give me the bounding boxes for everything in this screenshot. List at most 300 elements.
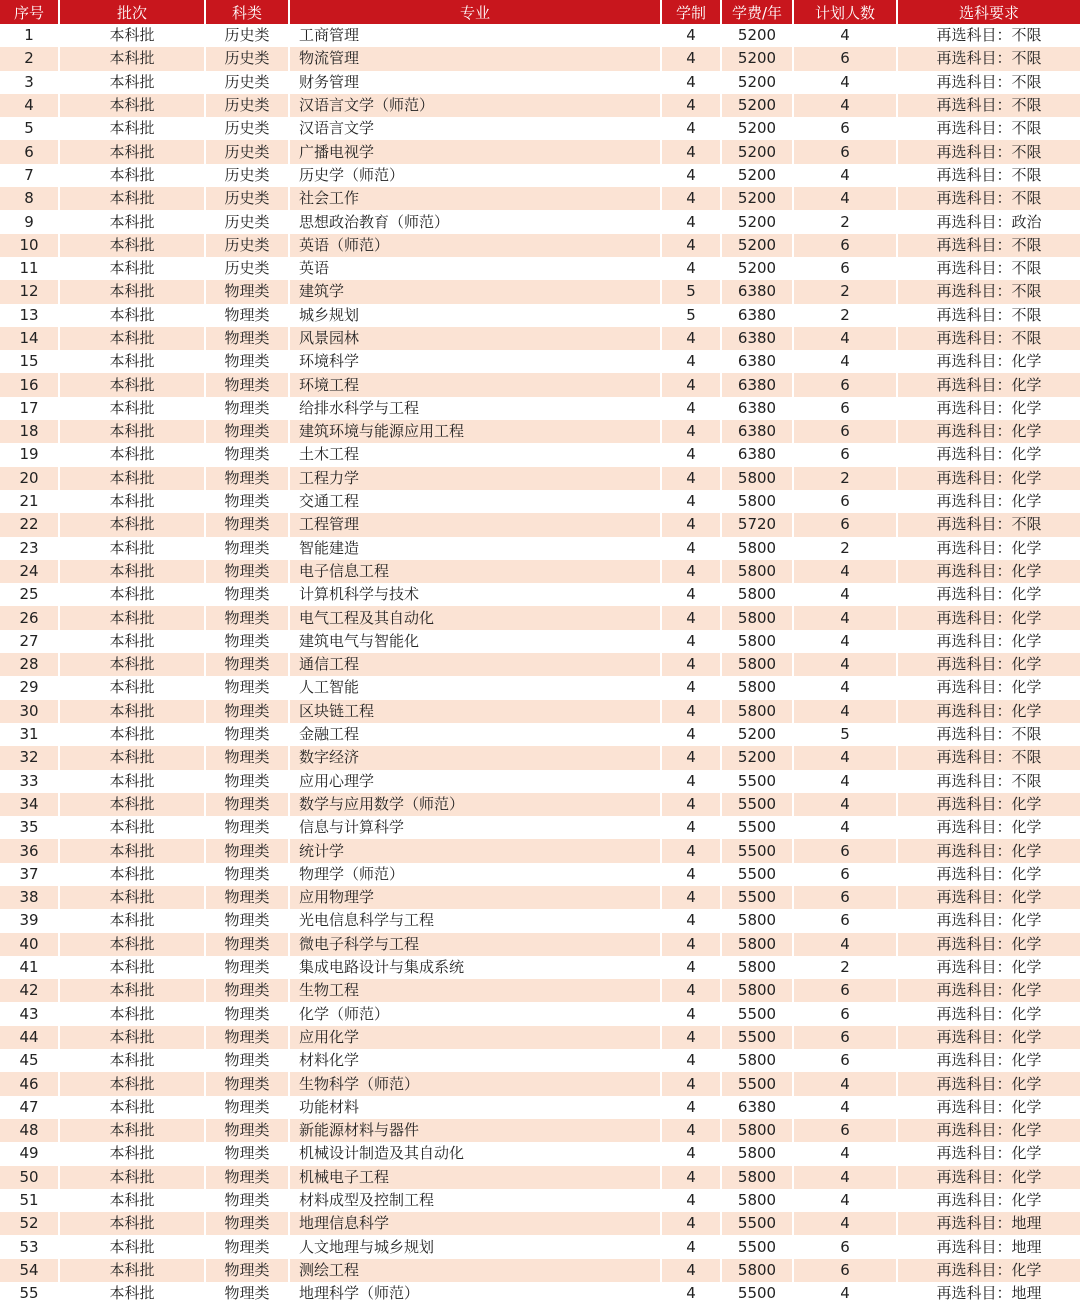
cell-subject-requirement: 再选科目：化学: [898, 1096, 1080, 1119]
table-row: [0, 933, 1080, 956]
cell-category: 物理类: [206, 420, 290, 443]
cell-batch: 本科批: [60, 1235, 206, 1258]
cell-tuition: 6380: [722, 443, 794, 466]
cell-batch: 本科批: [60, 1119, 206, 1142]
table-row: [0, 723, 1080, 746]
cell-major: 材料化学: [290, 1049, 662, 1072]
cell-batch: 本科批: [60, 1096, 206, 1119]
cell-tuition: 5500: [722, 793, 794, 816]
cell-batch: 本科批: [60, 94, 206, 117]
cell-major: 工程管理: [290, 513, 662, 536]
cell-duration: 4: [662, 71, 722, 94]
cell-subject-requirement: 再选科目：化学: [898, 839, 1080, 862]
table-row: [0, 304, 1080, 327]
cell-quota: 4: [794, 700, 898, 723]
cell-duration: 4: [662, 467, 722, 490]
cell-category: 历史类: [206, 117, 290, 140]
header-index: 序号: [0, 0, 60, 24]
cell-major: 汉语言文学: [290, 117, 662, 140]
cell-tuition: 6380: [722, 327, 794, 350]
cell-major: 城乡规划: [290, 304, 662, 327]
cell-quota: 5: [794, 723, 898, 746]
cell-index: 10: [0, 234, 60, 257]
table-row: [0, 676, 1080, 699]
cell-quota: 4: [794, 1142, 898, 1165]
cell-batch: 本科批: [60, 537, 206, 560]
cell-batch: 本科批: [60, 1026, 206, 1049]
cell-duration: 5: [662, 304, 722, 327]
cell-duration: 4: [662, 47, 722, 70]
cell-duration: 4: [662, 560, 722, 583]
cell-category: 历史类: [206, 164, 290, 187]
cell-duration: 4: [662, 676, 722, 699]
table-row: [0, 94, 1080, 117]
cell-quota: 6: [794, 979, 898, 1002]
cell-quota: 4: [794, 770, 898, 793]
cell-quota: 2: [794, 467, 898, 490]
cell-duration: 4: [662, 1096, 722, 1119]
cell-duration: 4: [662, 700, 722, 723]
cell-batch: 本科批: [60, 956, 206, 979]
cell-batch: 本科批: [60, 770, 206, 793]
cell-subject-requirement: 再选科目：化学: [898, 467, 1080, 490]
table-body: [0, 24, 1080, 1305]
cell-batch: 本科批: [60, 443, 206, 466]
table-row: [0, 1096, 1080, 1119]
table-row: [0, 583, 1080, 606]
table-row: [0, 1002, 1080, 1025]
table-row: [0, 956, 1080, 979]
cell-tuition: 5200: [722, 24, 794, 47]
cell-quota: 4: [794, 1189, 898, 1212]
cell-batch: 本科批: [60, 583, 206, 606]
cell-batch: 本科批: [60, 420, 206, 443]
table-row: [0, 839, 1080, 862]
cell-batch: 本科批: [60, 630, 206, 653]
cell-subject-requirement: 再选科目：化学: [898, 1049, 1080, 1072]
cell-category: 历史类: [206, 47, 290, 70]
cell-subject-requirement: 再选科目：不限: [898, 164, 1080, 187]
cell-tuition: 5200: [722, 723, 794, 746]
header-duration: 学制: [662, 0, 722, 24]
cell-index: 2: [0, 47, 60, 70]
cell-tuition: 5200: [722, 210, 794, 233]
cell-batch: 本科批: [60, 47, 206, 70]
cell-batch: 本科批: [60, 210, 206, 233]
cell-batch: 本科批: [60, 513, 206, 536]
cell-index: 29: [0, 676, 60, 699]
cell-subject-requirement: 再选科目：不限: [898, 234, 1080, 257]
cell-batch: 本科批: [60, 700, 206, 723]
cell-category: 物理类: [206, 723, 290, 746]
cell-subject-requirement: 再选科目：化学: [898, 933, 1080, 956]
cell-tuition: 5800: [722, 583, 794, 606]
table-row: [0, 1189, 1080, 1212]
cell-index: 44: [0, 1026, 60, 1049]
header-batch: 批次: [60, 0, 206, 24]
cell-subject-requirement: 再选科目：不限: [898, 770, 1080, 793]
cell-index: 11: [0, 257, 60, 280]
cell-category: 物理类: [206, 1142, 290, 1165]
cell-batch: 本科批: [60, 933, 206, 956]
cell-duration: 4: [662, 839, 722, 862]
table-row: [0, 700, 1080, 723]
cell-tuition: 5800: [722, 979, 794, 1002]
cell-major: 人文地理与城乡规划: [290, 1235, 662, 1258]
cell-index: 38: [0, 886, 60, 909]
cell-tuition: 5800: [722, 467, 794, 490]
cell-batch: 本科批: [60, 676, 206, 699]
table-row: [0, 863, 1080, 886]
cell-category: 物理类: [206, 327, 290, 350]
cell-major: 财务管理: [290, 71, 662, 94]
cell-index: 43: [0, 1002, 60, 1025]
cell-major: 广播电视学: [290, 140, 662, 163]
cell-tuition: 5800: [722, 490, 794, 513]
cell-duration: 4: [662, 793, 722, 816]
cell-index: 20: [0, 467, 60, 490]
cell-major: 地理信息科学: [290, 1212, 662, 1235]
cell-subject-requirement: 再选科目：化学: [898, 606, 1080, 629]
cell-duration: 4: [662, 886, 722, 909]
cell-tuition: 5200: [722, 164, 794, 187]
cell-tuition: 5200: [722, 117, 794, 140]
cell-quota: 4: [794, 676, 898, 699]
cell-category: 物理类: [206, 1259, 290, 1282]
cell-batch: 本科批: [60, 373, 206, 396]
cell-index: 52: [0, 1212, 60, 1235]
cell-major: 统计学: [290, 839, 662, 862]
cell-subject-requirement: 再选科目：地理: [898, 1282, 1080, 1305]
cell-duration: 4: [662, 1259, 722, 1282]
cell-major: 建筑环境与能源应用工程: [290, 420, 662, 443]
cell-major: 物理学（师范）: [290, 863, 662, 886]
cell-major: 应用物理学: [290, 886, 662, 909]
table-row: [0, 350, 1080, 373]
cell-index: 15: [0, 350, 60, 373]
cell-category: 物理类: [206, 490, 290, 513]
cell-tuition: 6380: [722, 350, 794, 373]
cell-category: 物理类: [206, 1282, 290, 1305]
cell-duration: 4: [662, 397, 722, 420]
cell-tuition: 5500: [722, 1072, 794, 1095]
cell-quota: 6: [794, 839, 898, 862]
table-row: [0, 397, 1080, 420]
cell-quota: 2: [794, 956, 898, 979]
cell-category: 物理类: [206, 700, 290, 723]
cell-index: 12: [0, 280, 60, 303]
cell-category: 物理类: [206, 770, 290, 793]
cell-duration: 4: [662, 653, 722, 676]
cell-quota: 4: [794, 94, 898, 117]
cell-quota: 6: [794, 909, 898, 932]
table-row: [0, 1212, 1080, 1235]
cell-index: 48: [0, 1119, 60, 1142]
cell-batch: 本科批: [60, 187, 206, 210]
cell-subject-requirement: 再选科目：化学: [898, 1189, 1080, 1212]
cell-duration: 4: [662, 956, 722, 979]
cell-category: 物理类: [206, 1189, 290, 1212]
cell-duration: 4: [662, 350, 722, 373]
cell-tuition: 5800: [722, 560, 794, 583]
cell-duration: 4: [662, 1026, 722, 1049]
cell-subject-requirement: 再选科目：不限: [898, 746, 1080, 769]
cell-duration: 4: [662, 979, 722, 1002]
cell-tuition: 5800: [722, 537, 794, 560]
cell-tuition: 5800: [722, 700, 794, 723]
cell-batch: 本科批: [60, 1189, 206, 1212]
cell-category: 物理类: [206, 373, 290, 396]
cell-index: 14: [0, 327, 60, 350]
cell-major: 工程力学: [290, 467, 662, 490]
cell-major: 工商管理: [290, 24, 662, 47]
cell-major: 电子信息工程: [290, 560, 662, 583]
cell-tuition: 5800: [722, 1142, 794, 1165]
cell-index: 35: [0, 816, 60, 839]
cell-batch: 本科批: [60, 490, 206, 513]
cell-major: 应用心理学: [290, 770, 662, 793]
cell-quota: 2: [794, 210, 898, 233]
cell-duration: 4: [662, 443, 722, 466]
cell-major: 生物科学（师范）: [290, 1072, 662, 1095]
cell-major: 人工智能: [290, 676, 662, 699]
cell-subject-requirement: 再选科目：化学: [898, 583, 1080, 606]
cell-subject-requirement: 再选科目：不限: [898, 24, 1080, 47]
cell-index: 9: [0, 210, 60, 233]
cell-batch: 本科批: [60, 1259, 206, 1282]
cell-major: 汉语言文学（师范）: [290, 94, 662, 117]
cell-category: 物理类: [206, 909, 290, 932]
cell-index: 39: [0, 909, 60, 932]
cell-category: 物理类: [206, 746, 290, 769]
cell-category: 物理类: [206, 350, 290, 373]
cell-tuition: 5500: [722, 886, 794, 909]
cell-index: 24: [0, 560, 60, 583]
cell-category: 物理类: [206, 443, 290, 466]
cell-quota: 6: [794, 397, 898, 420]
cell-quota: 4: [794, 746, 898, 769]
cell-index: 18: [0, 420, 60, 443]
cell-category: 物理类: [206, 1049, 290, 1072]
cell-index: 25: [0, 583, 60, 606]
cell-subject-requirement: 再选科目：地理: [898, 1212, 1080, 1235]
cell-index: 21: [0, 490, 60, 513]
cell-duration: 4: [662, 746, 722, 769]
table-row: [0, 71, 1080, 94]
table-row: [0, 234, 1080, 257]
table-row: [0, 560, 1080, 583]
cell-tuition: 5200: [722, 47, 794, 70]
table-row: [0, 1282, 1080, 1305]
cell-batch: 本科批: [60, 257, 206, 280]
cell-major: 思想政治教育（师范）: [290, 210, 662, 233]
cell-quota: 6: [794, 373, 898, 396]
cell-quota: 4: [794, 793, 898, 816]
cell-duration: 4: [662, 164, 722, 187]
cell-subject-requirement: 再选科目：不限: [898, 71, 1080, 94]
cell-subject-requirement: 再选科目：化学: [898, 676, 1080, 699]
cell-index: 42: [0, 979, 60, 1002]
table-row: [0, 420, 1080, 443]
cell-subject-requirement: 再选科目：化学: [898, 956, 1080, 979]
cell-index: 31: [0, 723, 60, 746]
cell-subject-requirement: 再选科目：不限: [898, 327, 1080, 350]
cell-quota: 4: [794, 816, 898, 839]
cell-duration: 4: [662, 583, 722, 606]
cell-category: 物理类: [206, 1235, 290, 1258]
cell-index: 55: [0, 1282, 60, 1305]
cell-subject-requirement: 再选科目：化学: [898, 909, 1080, 932]
cell-category: 物理类: [206, 1212, 290, 1235]
cell-category: 物理类: [206, 1026, 290, 1049]
cell-subject-requirement: 再选科目：不限: [898, 257, 1080, 280]
table-row: [0, 1049, 1080, 1072]
cell-batch: 本科批: [60, 164, 206, 187]
cell-major: 土木工程: [290, 443, 662, 466]
cell-major: 信息与计算科学: [290, 816, 662, 839]
cell-index: 23: [0, 537, 60, 560]
cell-index: 6: [0, 140, 60, 163]
table-row: [0, 280, 1080, 303]
cell-duration: 4: [662, 1166, 722, 1189]
table-row: [0, 816, 1080, 839]
cell-major: 风景园林: [290, 327, 662, 350]
cell-batch: 本科批: [60, 793, 206, 816]
cell-tuition: 5500: [722, 770, 794, 793]
cell-duration: 4: [662, 770, 722, 793]
cell-major: 生物工程: [290, 979, 662, 1002]
cell-major: 数学与应用数学（师范）: [290, 793, 662, 816]
cell-index: 7: [0, 164, 60, 187]
cell-category: 历史类: [206, 257, 290, 280]
header-quota: 计划人数: [794, 0, 898, 24]
cell-tuition: 5200: [722, 746, 794, 769]
cell-quota: 6: [794, 1235, 898, 1258]
cell-quota: 4: [794, 1072, 898, 1095]
cell-subject-requirement: 再选科目：化学: [898, 793, 1080, 816]
cell-quota: 4: [794, 606, 898, 629]
cell-duration: 4: [662, 140, 722, 163]
cell-category: 物理类: [206, 886, 290, 909]
cell-subject-requirement: 再选科目：不限: [898, 280, 1080, 303]
cell-quota: 6: [794, 47, 898, 70]
table-row: [0, 770, 1080, 793]
cell-tuition: 5200: [722, 187, 794, 210]
cell-quota: 4: [794, 1282, 898, 1305]
cell-subject-requirement: 再选科目：化学: [898, 1026, 1080, 1049]
table-row: [0, 909, 1080, 932]
cell-category: 历史类: [206, 71, 290, 94]
cell-subject-requirement: 再选科目：化学: [898, 537, 1080, 560]
cell-quota: 4: [794, 164, 898, 187]
cell-major: 新能源材料与器件: [290, 1119, 662, 1142]
cell-category: 历史类: [206, 210, 290, 233]
table-row: [0, 979, 1080, 1002]
cell-subject-requirement: 再选科目：化学: [898, 443, 1080, 466]
cell-category: 物理类: [206, 793, 290, 816]
cell-subject-requirement: 再选科目：化学: [898, 886, 1080, 909]
cell-major: 环境工程: [290, 373, 662, 396]
cell-index: 53: [0, 1235, 60, 1258]
cell-quota: 6: [794, 443, 898, 466]
table-row: [0, 117, 1080, 140]
table-row: [0, 793, 1080, 816]
cell-duration: 4: [662, 117, 722, 140]
cell-tuition: 5800: [722, 909, 794, 932]
cell-subject-requirement: 再选科目：化学: [898, 560, 1080, 583]
cell-subject-requirement: 再选科目：化学: [898, 1166, 1080, 1189]
cell-duration: 4: [662, 257, 722, 280]
cell-major: 英语（师范）: [290, 234, 662, 257]
cell-duration: 4: [662, 373, 722, 396]
cell-subject-requirement: 再选科目：化学: [898, 653, 1080, 676]
cell-major: 区块链工程: [290, 700, 662, 723]
table-row: [0, 537, 1080, 560]
cell-batch: 本科批: [60, 467, 206, 490]
cell-duration: 4: [662, 537, 722, 560]
cell-duration: 4: [662, 606, 722, 629]
table-row: [0, 24, 1080, 47]
cell-tuition: 6380: [722, 304, 794, 327]
cell-major: 建筑电气与智能化: [290, 630, 662, 653]
table-row: [0, 1166, 1080, 1189]
cell-major: 环境科学: [290, 350, 662, 373]
cell-major: 智能建造: [290, 537, 662, 560]
cell-duration: 4: [662, 513, 722, 536]
cell-index: 30: [0, 700, 60, 723]
cell-index: 26: [0, 606, 60, 629]
cell-batch: 本科批: [60, 1049, 206, 1072]
cell-duration: 4: [662, 94, 722, 117]
cell-category: 物理类: [206, 1096, 290, 1119]
cell-batch: 本科批: [60, 71, 206, 94]
table-row: [0, 140, 1080, 163]
cell-category: 物理类: [206, 956, 290, 979]
header-major: 专业: [290, 0, 662, 24]
cell-batch: 本科批: [60, 606, 206, 629]
cell-duration: 4: [662, 909, 722, 932]
cell-category: 历史类: [206, 94, 290, 117]
cell-batch: 本科批: [60, 397, 206, 420]
cell-major: 机械设计制造及其自动化: [290, 1142, 662, 1165]
cell-duration: 4: [662, 234, 722, 257]
cell-tuition: 5800: [722, 606, 794, 629]
table-row: [0, 513, 1080, 536]
cell-duration: 4: [662, 1002, 722, 1025]
cell-duration: 4: [662, 1282, 722, 1305]
cell-subject-requirement: 再选科目：不限: [898, 304, 1080, 327]
cell-major: 功能材料: [290, 1096, 662, 1119]
table-row: [0, 373, 1080, 396]
cell-category: 物理类: [206, 630, 290, 653]
cell-batch: 本科批: [60, 560, 206, 583]
cell-major: 应用化学: [290, 1026, 662, 1049]
cell-tuition: 6380: [722, 420, 794, 443]
cell-batch: 本科批: [60, 350, 206, 373]
cell-tuition: 5500: [722, 1002, 794, 1025]
cell-duration: 5: [662, 280, 722, 303]
table-row: [0, 467, 1080, 490]
cell-index: 50: [0, 1166, 60, 1189]
cell-subject-requirement: 再选科目：化学: [898, 397, 1080, 420]
cell-tuition: 5800: [722, 1259, 794, 1282]
cell-category: 物理类: [206, 397, 290, 420]
cell-duration: 4: [662, 933, 722, 956]
cell-subject-requirement: 再选科目：不限: [898, 187, 1080, 210]
cell-major: 材料成型及控制工程: [290, 1189, 662, 1212]
cell-category: 物理类: [206, 979, 290, 1002]
cell-tuition: 5800: [722, 676, 794, 699]
